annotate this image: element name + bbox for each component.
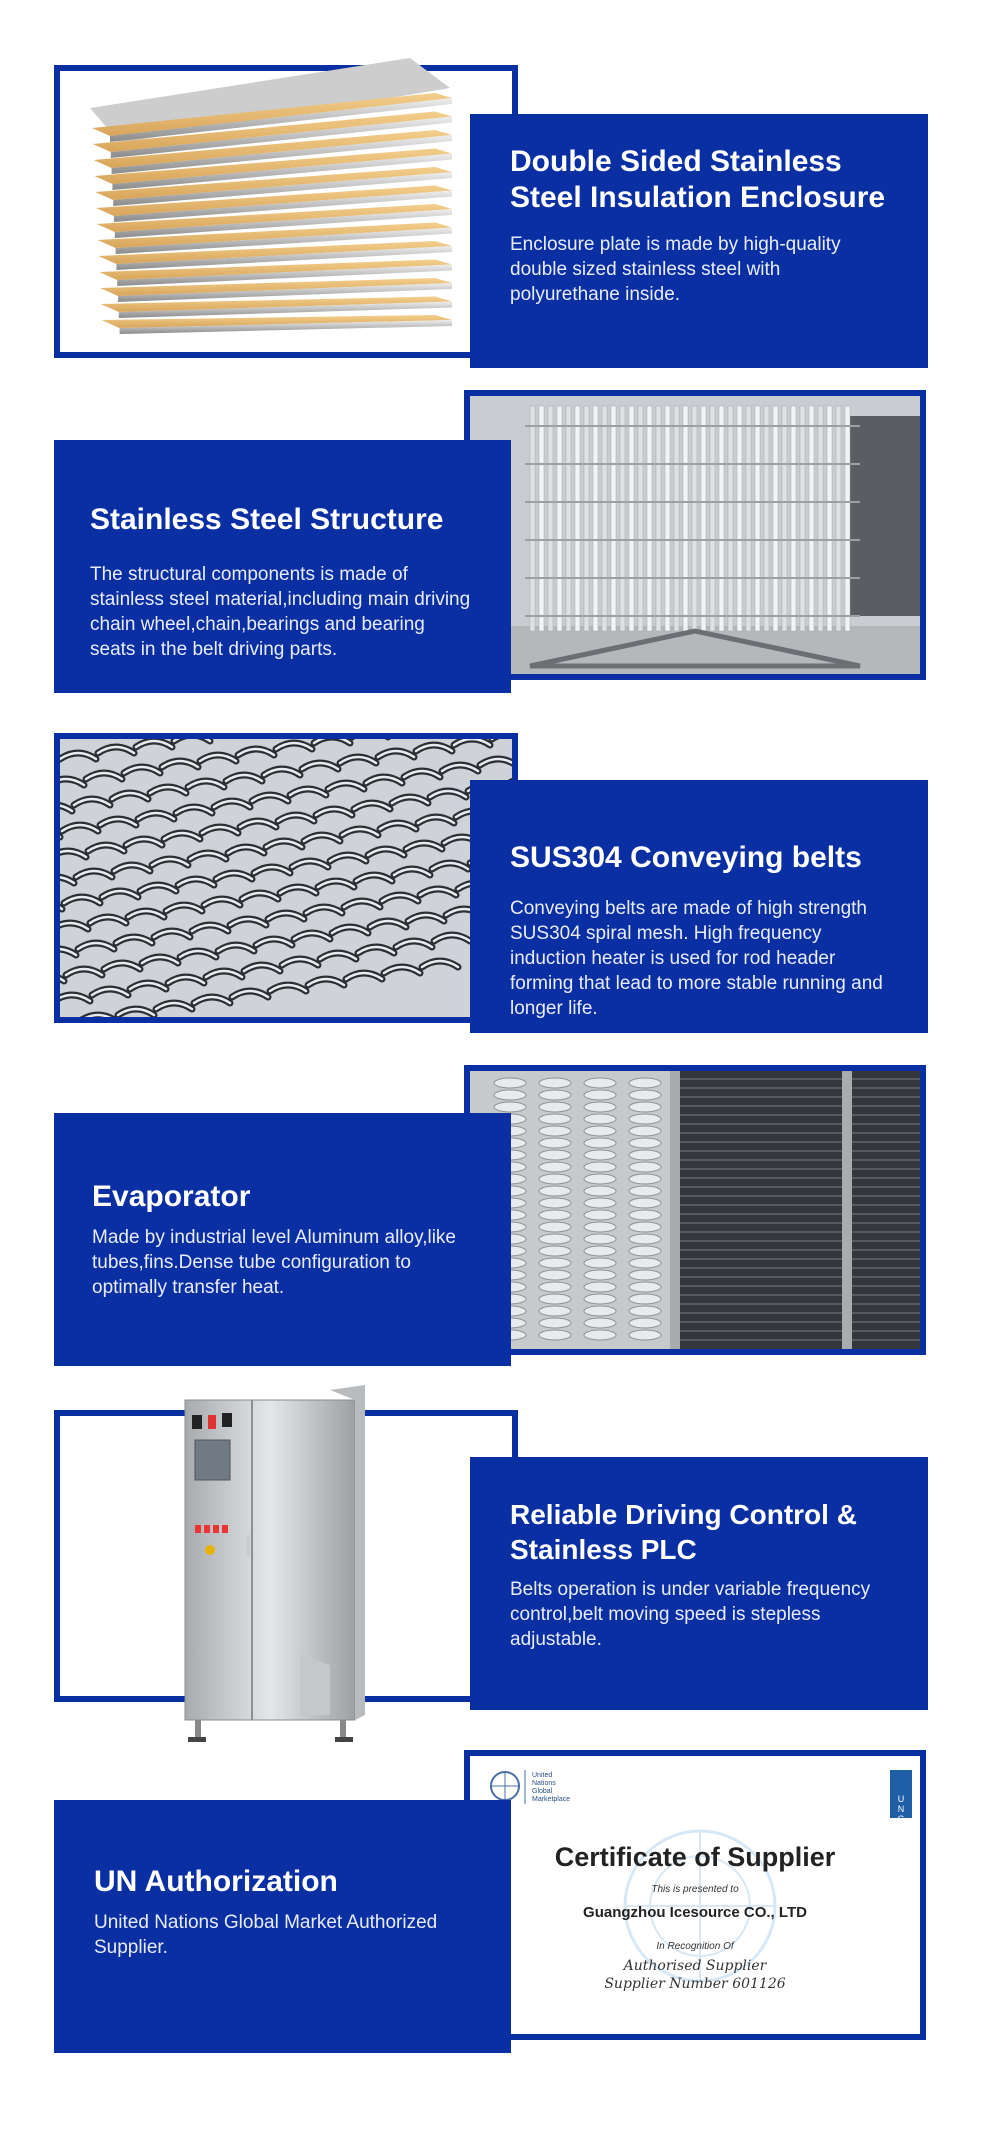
feature-card-6 (54, 1800, 511, 2053)
feature-title: UN Authorization (94, 1865, 338, 1898)
un-marketplace-logo-text: United Nations Global Marketplace (532, 1772, 571, 1803)
certificate-presented: This is presented to (651, 1884, 739, 1895)
feature-card-3 (470, 780, 928, 1033)
feature-card-4 (54, 1113, 511, 1366)
certificate-icon (470, 1756, 920, 2034)
ungm-letter: G (897, 1814, 905, 1824)
feature-title: Evaporator (92, 1180, 251, 1213)
ungm-letter: M (897, 1824, 905, 1834)
certificate-company: Guangzhou Icesource CO., LTD (583, 1904, 807, 1921)
feature-card-1 (470, 114, 928, 368)
control-cabinet-icon (180, 1385, 370, 1760)
feature-title: Double Sided Stainless Steel Insulation Enclosure (510, 145, 886, 214)
feature-text: Belts operation is under variable frequency control,belt moving speed is stepless adjustable. (510, 1579, 871, 1650)
feature-text: Enclosure plate is made by high-quality double sized stainless steel with polyurethane inside. (510, 234, 841, 305)
certificate-number: Supplier Number 601126 (604, 1976, 786, 1992)
ungm-logo (890, 1794, 912, 1834)
feature-text: United Nations Global Market Authorized Supplier. (94, 1912, 438, 1958)
feature-card-5 (470, 1457, 928, 1710)
evaporator-coil-icon (470, 1071, 920, 1349)
insulation-panels-icon (80, 48, 460, 348)
mesh-belt-icon (60, 739, 512, 1017)
feature-title: Reliable Driving Control & Stainless PLC (510, 1499, 857, 1565)
feature-text: Made by industrial level Aluminum alloy,like tubes,fins.Dense tube configuration to optimally transfer heat. (92, 1227, 456, 1298)
certificate-heading: Certificate of Supplier (554, 1842, 836, 1872)
certificate-recognition: In Recognition Of (656, 1941, 734, 1952)
certificate-role: Authorised Supplier (623, 1958, 767, 1974)
feature-text: Conveying belts are made of high strength SUS304 spiral mesh. High frequency induction heater is used for rod header forming that lead to more stable running and longer life. (510, 898, 883, 1019)
feature-title: SUS304 Conveying belts (510, 841, 862, 874)
ungm-letter: N (897, 1804, 905, 1814)
feature-title: Stainless Steel Structure (90, 503, 444, 536)
ungm-letter: U (897, 1794, 905, 1804)
feature-card-2 (54, 440, 511, 693)
spiral-drum-icon (470, 396, 920, 674)
feature-text: The structural components is made of stainless steel material,including main driving chain wheel,chain,bearings and bearing seats in the belt driving parts. (90, 564, 471, 660)
